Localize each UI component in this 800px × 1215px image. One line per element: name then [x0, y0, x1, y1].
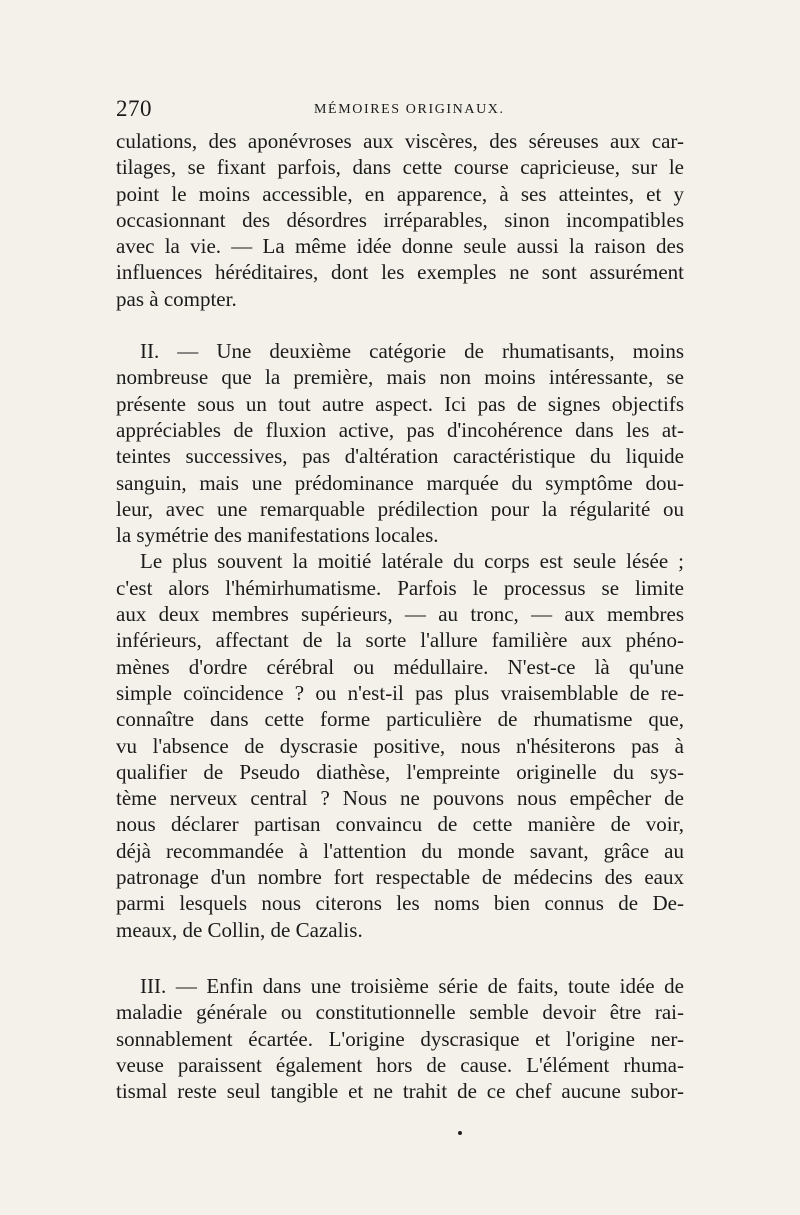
text-line: tilages, se fixant parfois, dans cette course capricieuse, sur le [116, 155, 684, 180]
text-line: point le moins accessible, en apparence, à ses atteintes, et y [116, 181, 684, 206]
paragraph-4 [116, 973, 684, 1104]
text-line: vu l'absence de dyscrasie positive, nous n'hésiterons pas à [116, 733, 684, 758]
text-line: connaître dans cette forme particulière de rhumatisme que, [116, 707, 684, 732]
text-line: parmi lesquels nous citerons les noms bien connus de De- [116, 891, 684, 916]
text-line: tismal reste seul tangible et ne trahit de ce chef aucune subor- [116, 1079, 684, 1104]
text-line: présente sous un tout autre aspect. Ici pas de signes objectifs [116, 391, 684, 416]
text-line: inférieurs, affectant de la sorte l'allure familière aux phéno- [116, 628, 684, 653]
text-line: mènes d'ordre cérébral ou médullaire. N'est-ce là qu'une [116, 654, 684, 679]
text-line: meaux, de Collin, de Cazalis. [116, 917, 363, 942]
text-line: appréciables de fluxion active, pas d'incohérence dans les at- [116, 417, 684, 442]
paragraph-1 [116, 128, 684, 312]
text-line: veuse paraissent également hors de cause. L'élément rhuma- [116, 1052, 684, 1077]
text-line: occasionnant des désordres irréparables, sinon incompatibles [116, 207, 684, 232]
text-line: la symétrie des manifestations locales. [116, 523, 439, 548]
text-line: avec la vie. — La même idée donne seule aussi la raison des [116, 234, 684, 259]
text-line: Le plus souvent la moitié latérale du corps est seule lésée ; [140, 549, 684, 574]
text-line: c'est alors l'hémirhumatisme. Parfois le processus se limite [116, 575, 684, 600]
page-number: 270 [116, 96, 152, 121]
text-line: maladie générale ou constitutionnelle semble devoir être rai- [116, 1000, 684, 1025]
text-line: aux deux membres supérieurs, — au tronc, — aux membres [116, 602, 684, 627]
body-text [116, 128, 684, 1104]
paragraph-gap [116, 312, 684, 338]
paragraph-gap [116, 943, 684, 973]
text-line: tème nerveux central ? Nous ne pouvons nous empêcher de [116, 786, 684, 811]
paragraph-3 [116, 548, 684, 942]
text-line: pas à compter. [116, 286, 237, 311]
page-header [116, 96, 696, 130]
text-line: III. — Enfin dans une troisième série de faits, toute idée de [140, 973, 684, 998]
text-line: influences héréditaires, dont les exemples ne sont assurément [116, 260, 684, 285]
text-line: patronage d'un nombre fort respectable de médecins des eaux [116, 865, 684, 890]
text-line: teintes successives, pas d'altération caractéristique du liquide [116, 444, 684, 469]
text-line: déjà recommandée à l'attention du monde savant, grâce au [116, 838, 684, 863]
text-line: II. — Une deuxième catégorie de rhumatisants, moins [140, 339, 684, 364]
paragraph-2 [116, 338, 684, 548]
text-line: leur, avec une remarquable prédilection pour la régularité ou [116, 496, 684, 521]
text-line: sonnablement écartée. L'origine dyscrasique et l'origine ner- [116, 1026, 684, 1051]
text-line: sanguin, mais une prédominance marquée du symptôme dou- [116, 470, 684, 495]
text-line: nous déclarer partisan convaincu de cette manière de voir, [116, 812, 684, 837]
ink-speck [458, 1131, 462, 1135]
text-line: nombreuse que la première, mais non moins intéressante, se [116, 365, 684, 390]
text-line: qualifier de Pseudo diathèse, l'empreinte originelle du sys- [116, 759, 684, 784]
text-line: culations, des aponévroses aux viscères, des séreuses aux car- [116, 129, 684, 153]
running-title: MÉMOIRES ORIGINAUX. [314, 102, 505, 117]
text-line: simple coïncidence ? ou n'est-il pas plus vraisemblable de re- [116, 680, 684, 705]
